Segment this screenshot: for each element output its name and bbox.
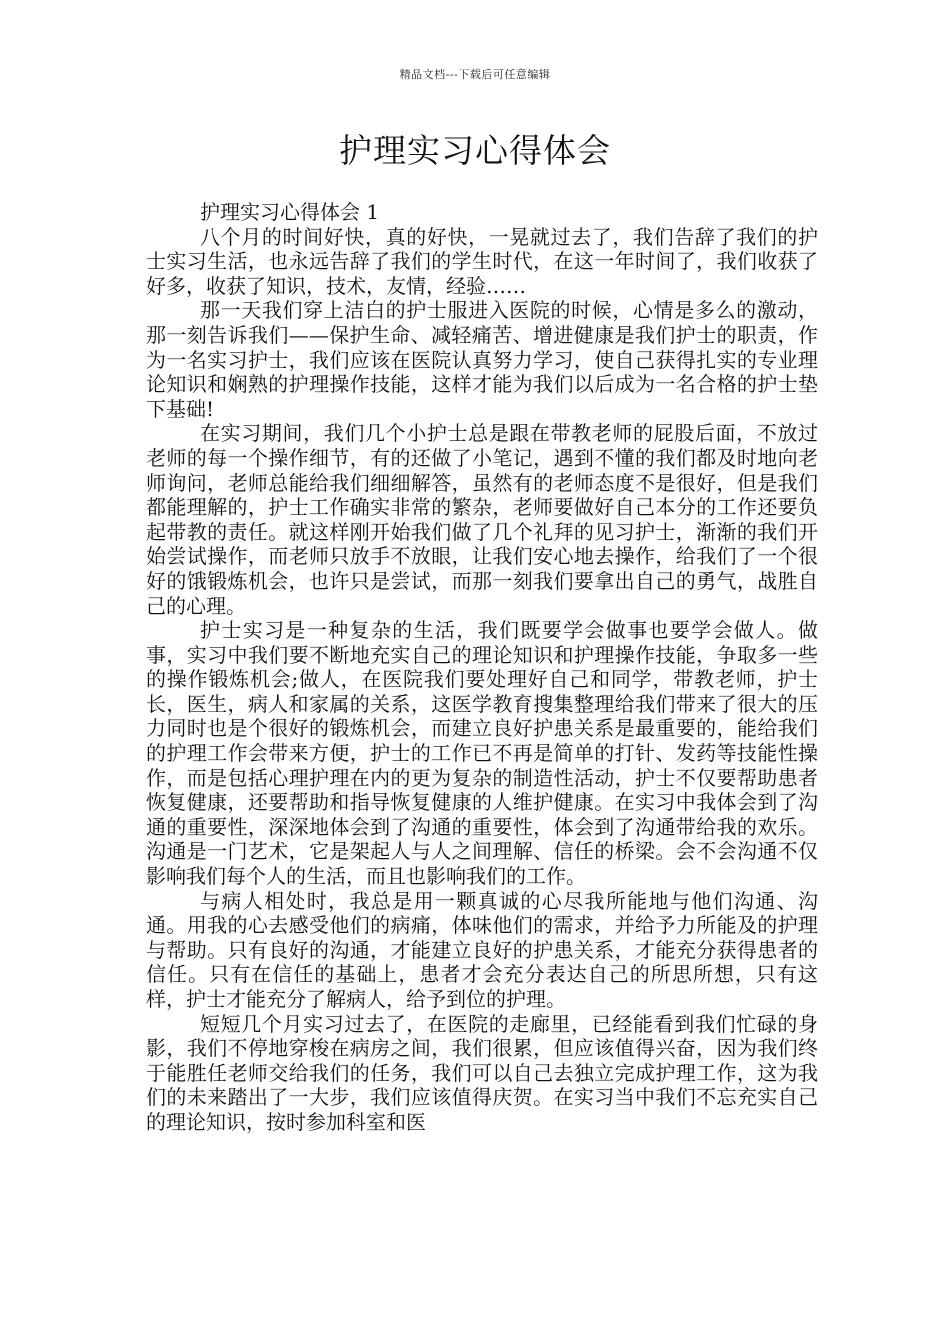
document-title: 护理实习心得体会 bbox=[339, 131, 611, 170]
header-note: 精品文档---下载后可任意编辑 bbox=[399, 68, 551, 81]
paragraph-2: 那一天我们穿上洁白的护士服进入医院的时候，心情是多么的激动，那一刻告诉我们——保护生命、减轻痛苦、增进健康是我们护士的职责，作为一名实习护士，我们应该在医院认真努力学习，使自己获得扎实的专业理论知识和娴熟的护理操作技能，这样才能为我们以后成为一名合格的护士垫下基础! bbox=[146, 298, 818, 421]
paragraph-4: 护士实习是一种复杂的生活，我们既要学会做事也要学会做人。做事，实习中我们要不断地充实自己的理论知识和护理操作技能，争取多一些的操作锻炼机会;做人，在医院我们要处理好自己和同学，带教老师，护士长，医生，病人和家属的关系，这医学教育搜集整理给我们带来了很大的压力同时也是个很好的锻炼机会，而建立良好护患关系是最重要的，能给我们的护理工作会带来方便，护士的工作已不再是简单的打针、发药等技能性操作，而是包括心理护理在内的更为复杂的制造性活动，护士不仅要帮助患者恢复健康，还要帮助和指导恢复健康的人维护健康。在实习中我体会到了沟通的重要性，深深地体会到了沟通的重要性，体会到了沟通带给我的欢乐。沟通是一门艺术，它是架起人与人之间理解、信任的桥梁。会不会沟通不仅影响我们每个人的生活，而且也影响我们的工作。 bbox=[146, 618, 818, 889]
paragraph-1: 八个月的时间好快，真的好快，一晃就过去了，我们告辞了我们的护士实习生活，也永远告辞了我们的学生时代，在这一年时间了，我们收获了好多，收获了知识，技术，友情，经验…… bbox=[146, 224, 818, 298]
section-subtitle: 护理实习心得体会 1 bbox=[200, 200, 380, 224]
paragraph-5: 与病人相处时，我总是用一颗真诚的心尽我所能地与他们沟通、沟通。用我的心去感受他们的病痛，体味他们的需求，并给予力所能及的护理与帮助。只有良好的沟通，才能建立良好的护患关系，才能充分获得患者的信任。只有在信任的基础上，患者才会充分表达自己的所思所想，只有这样，护士才能充分了解病人，给予到位的护理。 bbox=[146, 888, 818, 1011]
document-body bbox=[146, 200, 818, 1135]
paragraph-6: 短短几个月实习过去了，在医院的走廊里，已经能看到我们忙碌的身影，我们不停地穿梭在病房之间，我们很累，但应该值得兴奋，因为我们终于能胜任老师交给我们的任务，我们可以自己去独立完成护理工作，这为我们的未来踏出了一大步，我们应该值得庆贺。在实习当中我们不忘充实自己的理论知识，按时参加科室和医 bbox=[146, 1011, 818, 1134]
paragraph-3: 在实习期间，我们几个小护士总是跟在带教老师的屁股后面，不放过老师的每一个操作细节，有的还做了小笔记，遇到不懂的我们都及时地向老师询问，老师总能给我们细细解答，虽然有的老师态度不是很好，但是我们都能理解的，护士工作确实非常的繁杂，老师要做好自己本分的工作还要负起带教的责任。就这样刚开始我们做了几个礼拜的见习护士，渐渐的我们开始尝试操作，而老师只放手不放眼，让我们安心地去操作，给我们了一个很好的饿锻炼机会，也许只是尝试，而那一刻我们要拿出自己的勇气，战胜自己的心理。 bbox=[146, 421, 818, 618]
